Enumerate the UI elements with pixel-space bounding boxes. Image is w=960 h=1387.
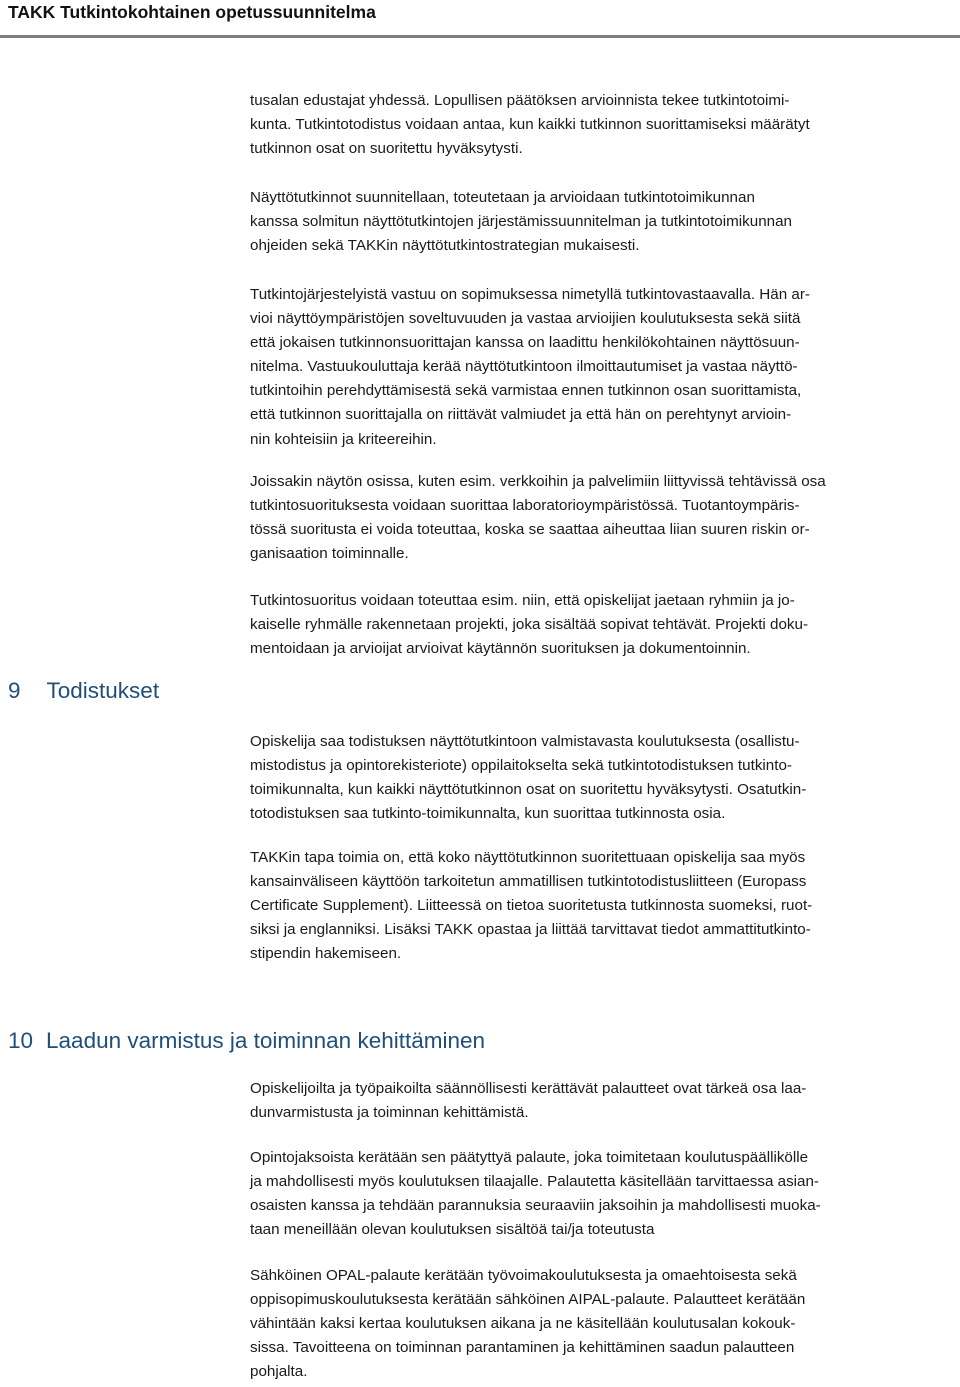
document-header-title: TAKK Tutkintokohtainen opetussuunnitelma (8, 2, 376, 22)
paragraph-europass: TAKKin tapa toimia on, että koko näyttötutkinnon suoritettuaan opiskelija saa myös kansainväliseen käyttöön tarkoitetun ammatillisen tutkintotodistusliitteen (Europass Certificate Supplement). Liitteessä on tietoa suoritetusta tutkinnosta suomeksi, ruot- siksi ja englanniksi. Lisäksi TAKK opastaa ja liittää tarvittavat tiedot ammattitutkinto- stipendin hakemiseen. (250, 849, 813, 963)
paragraph-assessment-decision: tusalan edustajat yhdessä. Lopullisen päätöksen arvioinnista tekee tutkintotoimi- kunta. Tutkintotodistus voidaan antaa, kun kaikki tutkinnon suorittamiseksi määrätyt tutkinnon osat on suoritettu hyväksytysti. (250, 92, 810, 158)
paragraph-responsibility: Tutkintojärjestelyistä vastuu on sopimuksessa nimetyllä tutkintovastaavalla. Hän ar- vioi näyttöympäristöjen soveltuvuuden ja vastaa arvioijien koulutuksesta sekä siitä että jokaisen tutkinnonsuorittajan kanssa on laadittu henkilökohtainen näyttösuun- nitelma. Vastuukouluttaja kerää näyttötutkintoon ilmoittautumiset ja vastaa näyttö- tutkintoihin perehdyttämisestä sekä varmistaa ennen tutkinnon osan suorittamista, että tutkinnon suorittajalla on riittävät valmiudet ja että hän on perehtynyt arvioin- nin kohteisiin ja kriteereihin. (250, 286, 810, 448)
section-title: Todistukset (46, 678, 160, 703)
paragraph-feedback-importance: Opiskelijoilta ja työpaikoilta säännöllisesti kerättävät palautteet ovat tärkeä osa laa- dunvarmistusta ja toiminnan kehittämistä. (250, 1080, 807, 1122)
section-heading-todistukset (8, 678, 159, 704)
paragraph-certificates: Opiskelija saa todistuksen näyttötutkintoon valmistavasta koulutuksesta (osallistu- mistodistus ja opintorekisteriote) oppilaitokselta sekä tutkintotodistuksen tutkinto- toimikunnalta, kun kaikki näyttötutkinnon osat on suoritettu hyväksytysti. Osatutkin- totodistuksen saa tutkinto-toimikunnalta, kun suorittaa tutkinnosta osia. (250, 733, 807, 823)
header-divider (0, 35, 960, 38)
section-number: 10 (8, 1028, 34, 1053)
paragraph-course-feedback: Opintojaksoista kerätään sen päätyttyä palaute, joka toimitetaan koulutuspäällikölle ja mahdollisesti myös koulutuksen tilaajalle. Palautetta käsitellään tarvittaessa asian- osaisten kanssa ja tehdään parannuksia seuraaviin jaksoihin ja mahdollisesti muoka- taan meneillään olevan koulutuksen sisältöä tai/ja toteutusta (250, 1149, 821, 1239)
paragraph-exam-planning: Näyttötutkinnot suunnitellaan, toteutetaan ja arvioidaan tutkintotoimikunnan kanssa solmitun näyttötutkintojen järjestämissuunnitelman ja tutkintotoimikunnan ohjeiden sekä TAKKin näyttötutkintostrategian mukaisesti. (250, 189, 792, 255)
paragraph-group-projects: Tutkintosuoritus voidaan toteuttaa esim. niin, että opiskelijat jaetaan ryhmiin ja jo- kaiselle ryhmälle rakennetaan projekti, joka sisältää sopivat tehtävät. Projekti doku- mentoidaan ja arvioijat arvioivat käytännön suorituksen ja dokumentoinnin. (250, 592, 809, 658)
section-heading-laadun-varmistus (8, 1028, 485, 1054)
section-title: Laadun varmistus ja toiminnan kehittäminen (46, 1028, 486, 1053)
section-number: 9 (8, 678, 21, 703)
paragraph-lab-environment: Joissakin näytön osissa, kuten esim. verkkoihin ja palvelimiin liittyvissä tehtävissä osa tutkintosuorituksesta voidaan suorittaa laboratorioympäristössä. Tuotantoympäris- tössä suoritusta ei voida toteuttaa, koska se saattaa aiheuttaa liian suuren riskin or- ganisaation toiminnalle. (250, 473, 826, 563)
paragraph-electronic-feedback: Sähköinen OPAL-palaute kerätään työvoimakoulutuksesta ja omaehtoisesta sekä oppisopimuskoulutuksesta kerätään sähköinen AIPAL-palaute. Palautteet kerätään vähintään kaksi kertaa koulutuksen aikana ja ne käsitellään koulutusalan kokouk- sissa. Tavoitteena on toiminnan parantaminen ja kehittäminen saadun palautteen pohjalta. (250, 1267, 806, 1381)
